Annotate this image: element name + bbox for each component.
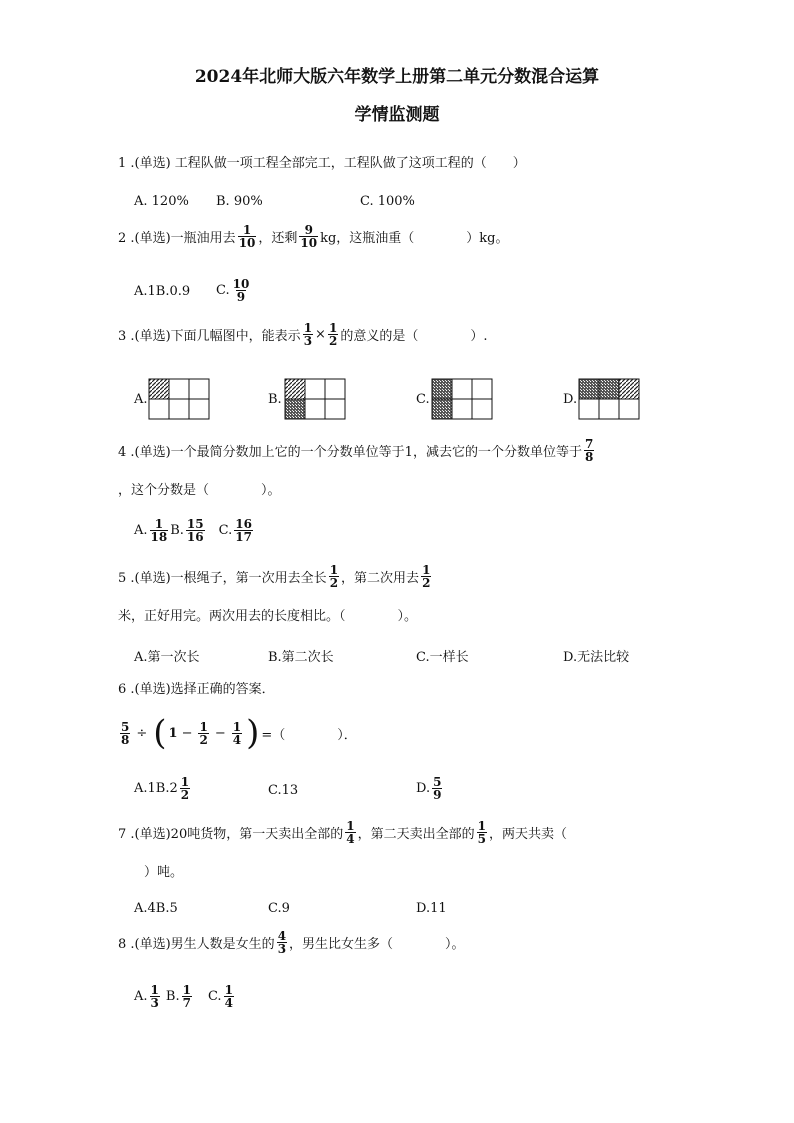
fraction: $\frac{1}{18}$ — [150, 517, 168, 544]
question-1: 1 .(单选) 工程队做一项工程全部完工，工程队做了这项工程的（ ） — [118, 156, 526, 171]
grid-a — [148, 378, 210, 420]
fraction: $\frac{1}{3}$ — [303, 321, 313, 348]
question-2: 2 .(单选)一瓶油用去 $\frac{1}{10}$ ，还剩 $\frac{9}{10}$ kg，这瓶油重（ ）kg。 — [118, 223, 509, 250]
fraction: $\frac{1}{2}$ — [422, 563, 431, 590]
question-4: 4 .(单选)一个最简分数加上它的一个分数单位等于1，减去它的一个分数单位等于 $\frac{7}{8}$ — [118, 437, 594, 464]
fraction: $\frac{9}{10}$ — [300, 223, 318, 250]
fraction: $\frac{16}{17}$ — [235, 517, 252, 544]
question-7: 7 .(单选)20吨货物，第一天卖出全部的 $\frac{1}{4}$ ，第二天卖出全部的 $\frac{1}{5}$ ，两天共卖（ — [118, 819, 567, 846]
q7-option-d[interactable]: D.11 — [416, 901, 447, 916]
question-7-line-2: ）吨。 — [118, 865, 184, 880]
q1-option-c[interactable]: C. 100% — [360, 194, 415, 209]
q6-option-c[interactable]: C.13 — [268, 783, 299, 798]
q3-option-a[interactable]: A. — [134, 392, 148, 407]
grid-d — [578, 378, 640, 420]
fraction: $\frac{1}{4}$ — [224, 983, 233, 1010]
q1-option-a[interactable]: A. 120% — [134, 194, 189, 209]
title-line-2: 学情监测题 — [354, 105, 440, 125]
q6-option-d[interactable]: D. $\frac{5}{9}$ — [416, 775, 442, 802]
q5-option-a[interactable]: A.第一次长 — [134, 650, 200, 665]
fraction: $\frac{1}{7}$ — [182, 983, 191, 1010]
q8-options[interactable]: A. $\frac{1}{3}$ B. $\frac{1}{7}$ C. $\frac{1}{4}$ — [134, 983, 233, 1010]
q5-option-b[interactable]: B.第二次长 — [268, 650, 334, 665]
q7-option-ab[interactable]: A.4B.5 — [134, 901, 178, 916]
fraction: $\frac{5}{8}$ — [121, 719, 130, 747]
q3-option-c[interactable]: C. — [416, 392, 430, 407]
fraction: $\frac{1}{5}$ — [477, 819, 486, 846]
fraction: $\frac{1}{10}$ — [238, 223, 256, 250]
question-3: 3 .(单选)下面几幅图中，能表示 $\frac{1}{3}$ × $\frac{1}{2}$ 的意义的是（ ）. — [118, 321, 488, 348]
question-5: 5 .(单选)一根绳子，第一次用去全长 $\frac{1}{2}$ ，第二次用去 $\frac{1}{2}$ — [118, 563, 431, 590]
q6-expression: $\frac{5}{8}$ ÷ ( 1 − $\frac{1}{2}$ − $\frac{1}{4}$ ) =（ ）． — [121, 713, 357, 753]
q1-option-b[interactable]: B. 90% — [216, 194, 263, 209]
grid-b — [284, 378, 346, 420]
question-4-line-2: ，这个分数是（ ）。 — [118, 483, 281, 498]
fraction: $\frac{1}{2}$ — [328, 321, 338, 348]
question-6: 6 .(单选)选择正确的答案． — [118, 682, 275, 697]
question-5-line-2: 米，正好用完。两次用去的长度相比。（ ）。 — [118, 609, 418, 624]
q6-option-ab[interactable]: A.1B.2 $\frac{1}{2}$ — [134, 775, 190, 802]
question-8: 8 .(单选)男生人数是女生的 $\frac{4}{3}$ ，男生比女生多（ ）。 — [118, 929, 465, 956]
q2-option-c[interactable]: C. $\frac{10}{9}$ — [216, 277, 250, 304]
q7-option-c[interactable]: C.9 — [268, 901, 290, 916]
fraction: $\frac{5}{9}$ — [433, 775, 442, 802]
fraction: $\frac{7}{8}$ — [584, 437, 594, 464]
grid-c — [431, 378, 493, 420]
fraction: $\frac{1}{2}$ — [329, 563, 339, 590]
title-line-1: 2024年北师大版六年数学上册第二单元分数混合运算 — [194, 67, 600, 87]
fraction: $\frac{10}{9}$ — [232, 277, 250, 304]
fraction: $\frac{1}{2}$ — [199, 719, 208, 747]
fraction: $\frac{1}{4}$ — [346, 819, 355, 846]
fraction: $\frac{1}{4}$ — [232, 719, 242, 747]
q2-option-ab[interactable]: A.1B.0.9 — [134, 284, 191, 299]
fraction: $\frac{1}{2}$ — [180, 775, 190, 802]
q3-option-d[interactable]: D. — [563, 392, 578, 407]
q4-options[interactable]: A. $\frac{1}{18}$ B. $\frac{15}{16}$ C. $\frac{16}{17}$ — [134, 517, 252, 544]
fraction: $\frac{15}{16}$ — [186, 517, 204, 544]
fraction: $\frac{4}{3}$ — [277, 929, 287, 956]
q5-option-d[interactable]: D.无法比较 — [563, 650, 630, 665]
q3-option-b[interactable]: B. — [268, 392, 282, 407]
q5-option-c[interactable]: C.一样长 — [416, 650, 469, 665]
fraction: $\frac{1}{3}$ — [150, 983, 159, 1010]
